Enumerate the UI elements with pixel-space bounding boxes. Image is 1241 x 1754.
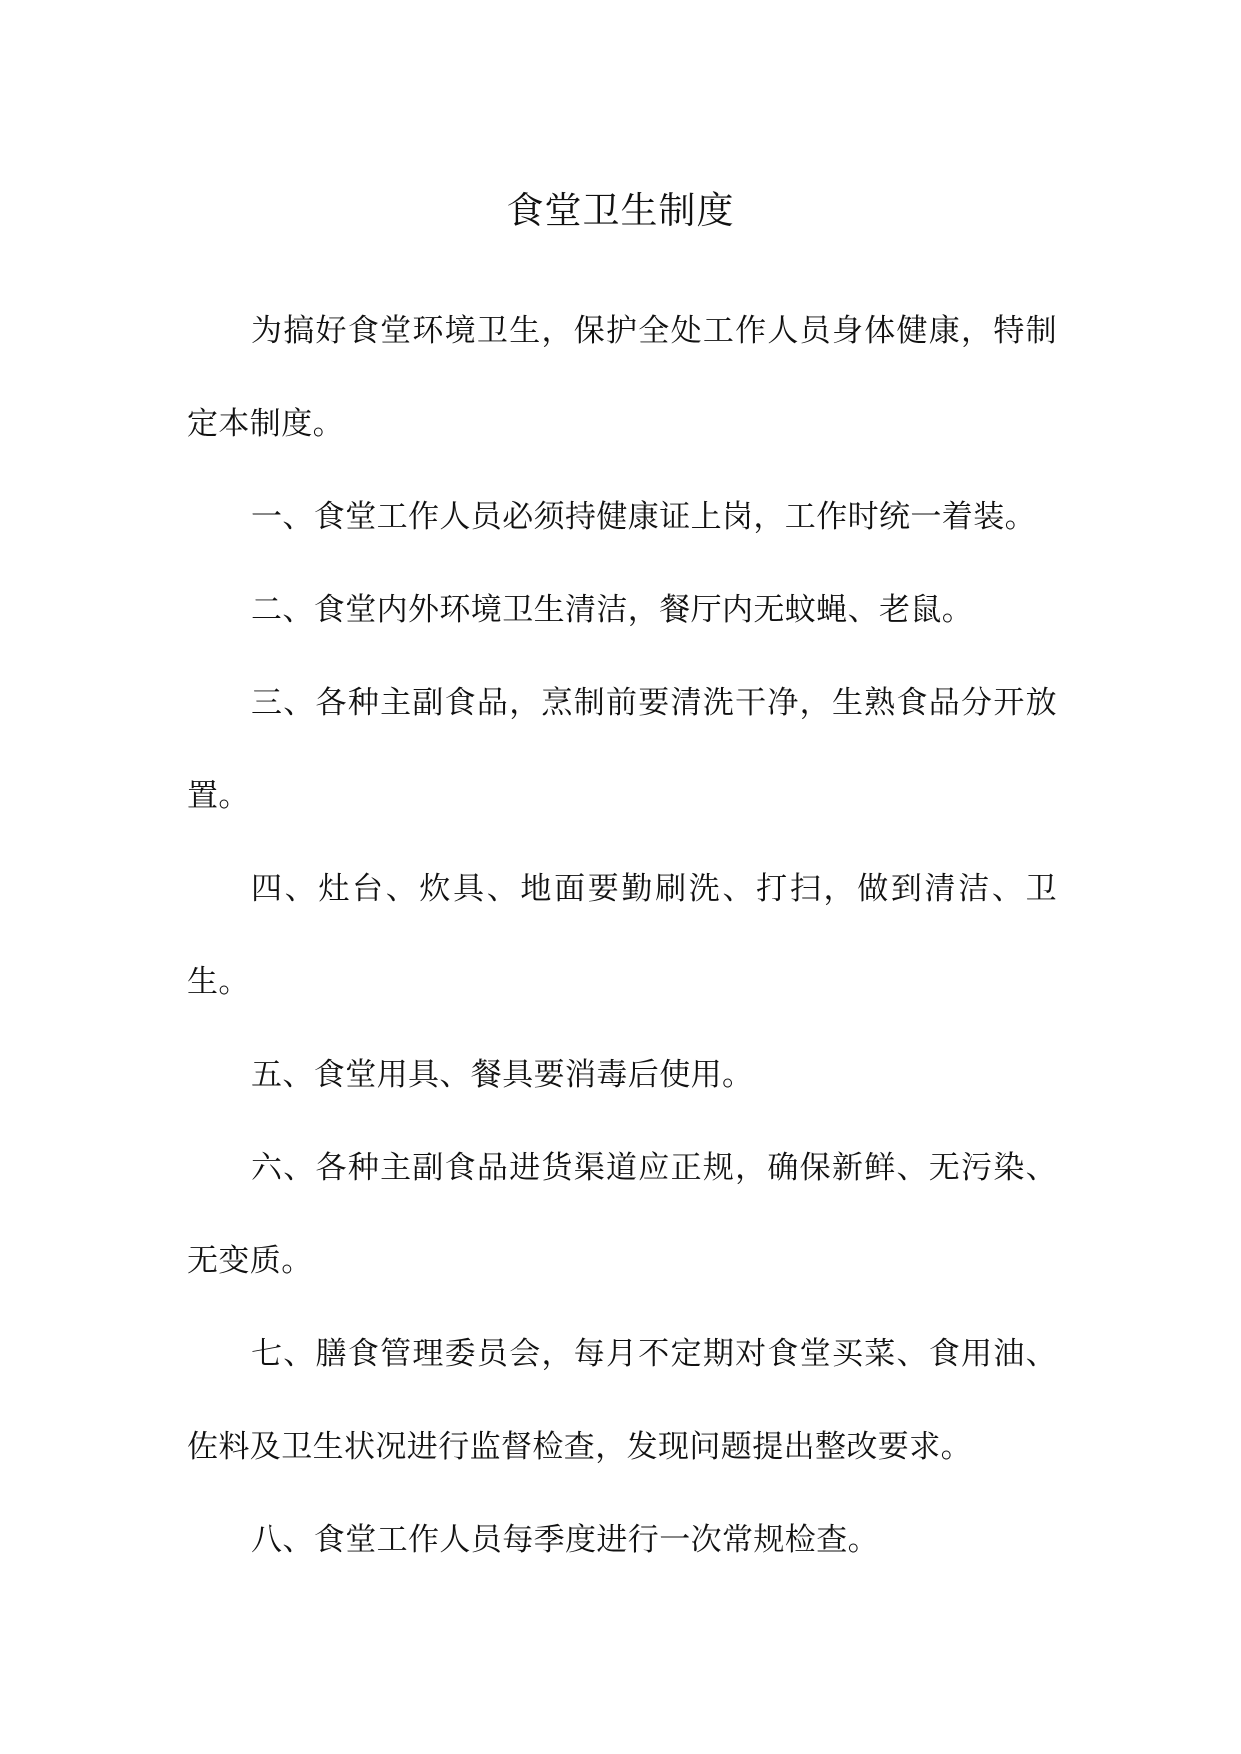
paragraph-intro: 为搞好食堂环境卫生，保护全处工作人员身体健康，特制定本制度。 [187, 313, 1057, 442]
paragraph-rule-6: 六、各种主副食品进货渠道应正规，确保新鲜、无污染、无变质。 [187, 1150, 1057, 1279]
paragraph-rule-4: 四、灶台、炊具、地面要勤刷洗、打扫，做到清洁、卫生。 [187, 871, 1057, 1000]
paragraph-rule-1: 一、食堂工作人员必须持健康证上岗，工作时统一着装。 [251, 499, 1036, 535]
document-body [187, 285, 1057, 1587]
paragraph-rule-2: 二、食堂内外环境卫生清洁，餐厅内无蚊蝇、老鼠。 [251, 592, 974, 628]
paragraph-rule-5: 五、食堂用具、餐具要消毒后使用。 [251, 1057, 754, 1093]
paragraph-rule-3: 三、各种主副食品，烹制前要清洗干净，生熟食品分开放置。 [187, 685, 1057, 814]
paragraph-rule-8: 八、食堂工作人员每季度进行一次常规检查。 [251, 1522, 879, 1558]
document-title: 食堂卫生制度 [506, 189, 735, 232]
paragraph-rule-7: 七、膳食管理委员会，每月不定期对食堂买菜、食用油、佐料及卫生状况进行监督检查，发现问题提出整改要求。 [187, 1336, 1057, 1465]
